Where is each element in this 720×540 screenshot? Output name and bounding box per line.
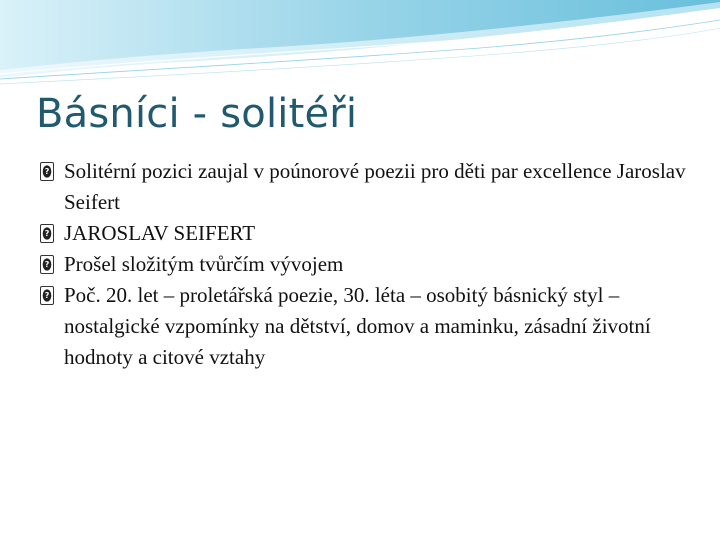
bullet-text: JAROSLAV SEIFERT (64, 221, 256, 245)
missing-glyph-bullet-icon (40, 255, 54, 274)
bullet-text: Solitérní pozici zaujal v poúnorové poezii pro děti par excellence Jaroslav Seifert (64, 159, 686, 214)
bullet-item (40, 156, 690, 218)
bullet-list (40, 156, 690, 373)
missing-glyph-bullet-icon (40, 286, 54, 305)
missing-glyph-bullet-icon (40, 162, 54, 181)
bullet-item (40, 280, 690, 373)
slide-title: Básníci - solitéři (36, 91, 358, 137)
header-swoosh-decoration (0, 0, 720, 90)
bullet-text: Poč. 20. let – proletářská poezie, 30. léta – osobitý básnický styl – nostalgické vzpomínky na dětství, domov a maminku, zásadní životní hodnoty a citové vztahy (64, 283, 651, 369)
bullet-text: Prošel složitým tvůrčím vývojem (64, 252, 344, 276)
missing-glyph-bullet-icon (40, 224, 54, 243)
bullet-item (40, 218, 690, 249)
bullet-item (40, 249, 690, 280)
